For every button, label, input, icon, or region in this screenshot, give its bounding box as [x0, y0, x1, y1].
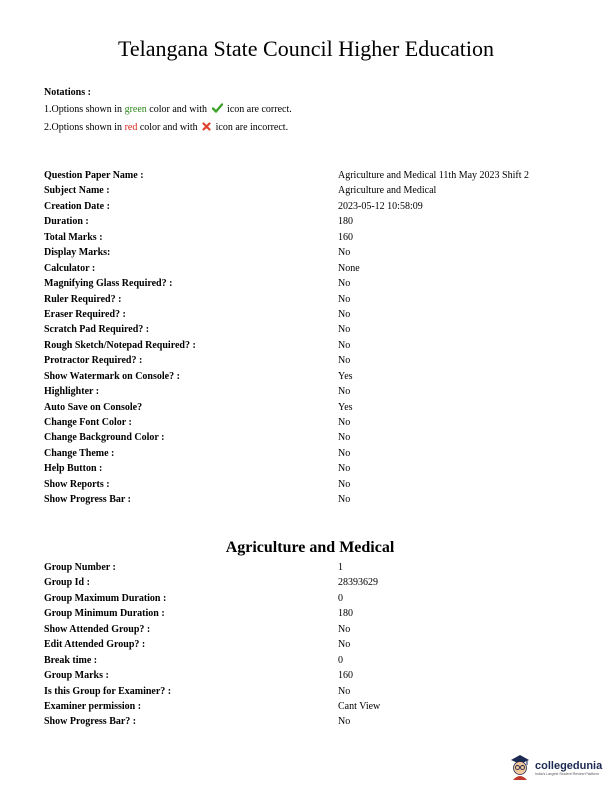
collegedunia-logo: [508, 752, 602, 785]
info-label: Display Marks:: [44, 247, 111, 259]
info-row: [44, 684, 574, 699]
info-label: Change Font Color :: [44, 417, 132, 428]
check-icon: [212, 102, 223, 119]
info-label: Edit Attended Group? :: [44, 639, 146, 651]
info-row: [44, 168, 574, 183]
section-title: Agriculture and Medical: [225, 539, 395, 556]
info-value: 0: [338, 654, 343, 666]
info-row: [44, 369, 574, 384]
info-row: [44, 261, 574, 276]
notation-text: 2.Options shown in: [44, 122, 123, 133]
info-row: [44, 492, 574, 507]
info-label: Total Marks :: [44, 231, 103, 243]
info-row: [44, 338, 574, 353]
info-value: No: [338, 324, 351, 336]
info-value: No: [338, 447, 351, 459]
info-row: [44, 446, 574, 461]
info-row: [44, 653, 574, 668]
info-label: Calculator :: [44, 262, 96, 274]
green-word: green: [124, 104, 147, 115]
info-value: 2023-05-12 10:58:09: [338, 200, 423, 212]
info-row: [44, 477, 574, 492]
info-value: No: [338, 639, 351, 651]
info-value: None: [338, 262, 360, 274]
info-row: [44, 415, 574, 430]
info-label: Examiner permission :: [44, 700, 142, 712]
info-value: No: [338, 355, 351, 367]
info-row: [44, 637, 574, 652]
cross-icon: [202, 120, 211, 137]
info-label: Change Theme :: [44, 447, 115, 459]
info-row: [44, 245, 574, 260]
info-label: Highlighter :: [44, 386, 100, 398]
info-row: [44, 199, 574, 214]
info-value: No: [338, 308, 351, 320]
info-row: [44, 353, 574, 368]
red-word: red: [124, 122, 138, 133]
info-value: No: [338, 293, 351, 305]
info-row: [44, 461, 574, 476]
info-label: Break time :: [44, 654, 98, 666]
info-value: Yes: [338, 401, 353, 413]
info-label: Rough Sketch/Notepad Required? :: [44, 339, 196, 351]
info-value: Agriculture and Medical: [338, 185, 437, 197]
info-row: [44, 183, 574, 198]
page-title: Telangana State Council Higher Education: [117, 36, 494, 61]
info-label: Show Watermark on Console? :: [44, 370, 180, 382]
info-value: No: [338, 685, 351, 697]
info-label: Change Background Color :: [44, 432, 165, 444]
notation-text: icon are correct.: [227, 104, 292, 115]
notation-text: icon are incorrect.: [215, 122, 289, 133]
notation-correct: [44, 101, 292, 119]
info-label: Duration :: [44, 216, 89, 228]
info-value: No: [338, 386, 351, 398]
info-value: Yes: [338, 370, 353, 382]
info-label: Group Number :: [44, 562, 116, 573]
info-value: Cant View: [338, 700, 381, 712]
info-value: No: [338, 494, 351, 506]
info-value: No: [338, 417, 351, 428]
info-label: Auto Save on Console?: [44, 401, 143, 413]
info-label: Is this Group for Examiner? :: [44, 685, 172, 697]
info-value: Agriculture and Medical 11th May 2023 Shift 2: [338, 170, 529, 181]
info-label: Scratch Pad Required? :: [44, 324, 150, 336]
info-value: No: [338, 463, 351, 475]
info-row: [44, 307, 574, 322]
info-value: 160: [338, 231, 353, 243]
info-row: [44, 230, 574, 245]
info-value: No: [338, 278, 351, 290]
notation-text: 1.Options shown in: [44, 104, 123, 115]
group-info-table: [44, 560, 574, 730]
info-label: Help Button :: [44, 463, 103, 475]
info-value: 0: [338, 592, 343, 604]
info-row: [44, 668, 574, 683]
info-label: Ruler Required? :: [44, 293, 122, 305]
info-label: Show Attended Group? :: [44, 623, 151, 635]
info-row: [44, 714, 574, 729]
info-value: No: [338, 339, 351, 351]
info-label: Magnifying Glass Required? :: [44, 278, 173, 290]
info-value: 1: [338, 562, 343, 573]
info-label: Creation Date :: [44, 200, 110, 212]
info-label: Show Progress Bar? :: [44, 716, 137, 728]
info-row: [44, 591, 574, 606]
info-row: [44, 430, 574, 445]
info-row: [44, 575, 574, 590]
info-label: Eraser Required? :: [44, 308, 126, 320]
info-value: 28393629: [338, 577, 378, 589]
info-label: Protractor Required? :: [44, 355, 143, 367]
info-value: No: [338, 623, 351, 635]
info-value: No: [338, 432, 351, 444]
info-value: 180: [338, 608, 353, 620]
info-row: [44, 606, 574, 621]
info-row: [44, 560, 574, 575]
info-label: Group Maximum Duration :: [44, 592, 167, 604]
info-label: Question Paper Name :: [44, 170, 144, 181]
notation-incorrect: [44, 119, 292, 137]
info-label: Subject Name :: [44, 185, 110, 197]
logo-tagline: India's Largest Student Review Platform: [535, 772, 599, 776]
info-label: Group Id :: [44, 577, 90, 589]
info-value: 160: [338, 670, 353, 682]
info-row: [44, 400, 574, 415]
notations-heading: Notations :: [44, 87, 91, 98]
notations: [44, 84, 292, 137]
info-row: [44, 276, 574, 291]
info-label: Group Minimum Duration :: [44, 608, 165, 620]
paper-info-table: [44, 168, 574, 508]
info-row: [44, 214, 574, 229]
logo-name: collegedunia: [535, 760, 603, 772]
info-row: [44, 622, 574, 637]
info-value: No: [338, 716, 351, 728]
info-value: No: [338, 247, 351, 259]
info-value: 180: [338, 216, 353, 228]
student-mascot-icon: [508, 752, 532, 785]
info-row: [44, 699, 574, 714]
info-row: [44, 322, 574, 337]
info-label: Show Reports :: [44, 478, 110, 490]
info-row: [44, 384, 574, 399]
info-value: No: [338, 478, 351, 490]
info-label: Group Marks :: [44, 670, 109, 682]
info-row: [44, 292, 574, 307]
info-label: Show Progress Bar :: [44, 494, 131, 506]
notation-text: color and with: [149, 104, 208, 115]
notation-text: color and with: [139, 122, 198, 133]
